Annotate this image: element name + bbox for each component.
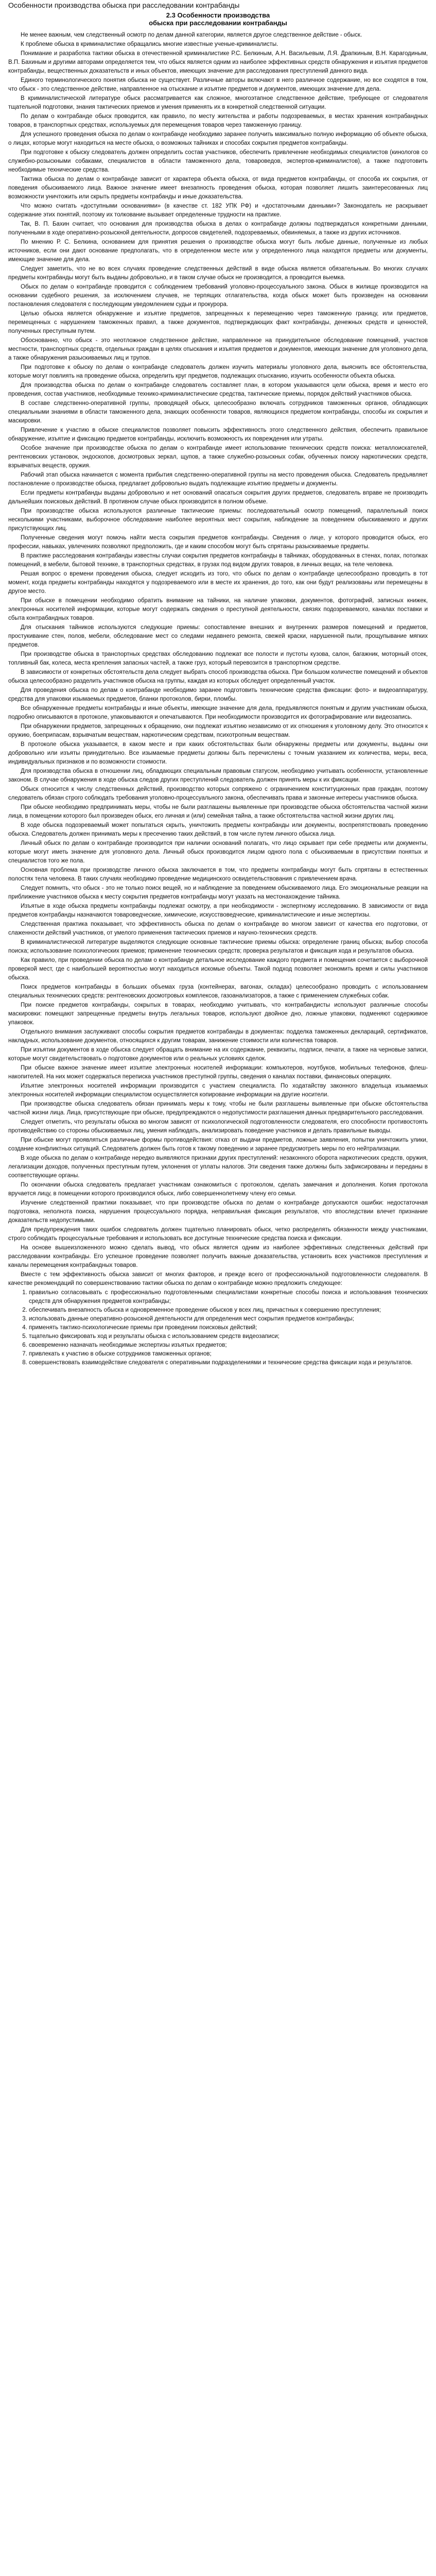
paragraph: Поиск предметов контрабанды в больших объемах груза (контейнерах, вагонах, складах) целесообразно проводить с использованием специальных технических средств: рентгеновских досмотровых комплексов, газоанализаторов, а также с применением служебных собак. [8, 984, 428, 999]
paragraph: При производстве обыска используются различные тактические приемы: последовательный осмотр помещений, параллельный поиск несколькими участниками, выборочное обследование наиболее вероятных мест сокрытия, наблюдение за поведением обыскиваемого и других присутствующих лиц. [8, 508, 428, 532]
paragraph: Все обнаруженные предметы контрабанды и иные объекты, имеющие значение для дела, предъявляются понятым и другим участникам обыска, подробно описываются в протоколе, упаковываются и опечатываются. При необходимости производится их фотографирование или видеозапись. [8, 705, 428, 720]
paragraph: При подготовке к обыску следователь должен определить состав участников, обеспечить привлечение необходимых специалистов (кинологов со служебно-розыскными собаками, специалистов в области таможенного дела, товароведов, экспертов-криминалистов), а также подготовить необходимые технические средства. [8, 149, 428, 173]
document-page [0, 1, 436, 1382]
paragraph: Для успешного проведения обыска по делам о контрабанде необходимо заранее получить максимально полную информацию об объекте обыска, о лицах, которые могут находиться на месте обыска, о возможных тайниках и способах сокрытия предметов контрабанды. [8, 131, 428, 146]
paragraph: При обнаружении предметов, запрещенных к обращению, они подлежат изъятию независимо от их отношения к уголовному делу. Это относится к оружию, боеприпасам, взрывчатым веществам, наркотическим средствам, психотропным веществам. [8, 723, 428, 738]
paragraph: Привлечение к участию в обыске специалистов позволяет повысить эффективность этого следственного действия, обеспечить правильное обнаружение, изъятие и фиксацию предметов контрабанды, исключить возможность их повреждения или утраты. [8, 427, 428, 442]
paragraph: Изъятые в ходе обыска предметы контрабанды подлежат осмотру, а при необходимости - экспертному исследованию. В зависимости от вида предметов контрабанды назначаются товароведческие, химические, искусствоведческие, криминалистические и иные экспертизы. [8, 903, 428, 918]
paragraph: Следует отметить, что результаты обыска во многом зависят от психологической подготовленности следователя, его способности противостоять противодействию со стороны обыскиваемых лиц, умения наблюдать, анализировать поведение участников и делать правильные выводы. [8, 1119, 428, 1134]
paragraph: При подготовке к обыску по делам о контрабанде следователь должен изучить материалы уголовного дела, выяснить все обстоятельства, которые могут повлиять на проведение обыска, определить круг предметов, подлежащих отысканию, изучить особенности объекта обыска. [8, 364, 428, 379]
paragraph: Для предупреждения таких ошибок следователь должен тщательно планировать обыск, четко распределять обязанности между участниками, строго соблюдать процессуальные требования и использовать все доступные технические средства поиска и фиксации. [8, 1227, 428, 1242]
paragraph: Для проведения обыска по делам о контрабанде необходимо заранее подготовить технические средства фиксации: фото- и видеоаппаратуру, средства для упаковки изымаемых предметов, бланки протоколов, бирки, пломбы. [8, 687, 428, 702]
paragraph: Решая вопрос о времени проведения обыска, следует исходить из того, что обыск по делам о контрабанде целесообразно проводить в тот момент, когда предметы контрабанды находятся у подозреваемого или в месте их хранения, до того, как они будут реализованы или перемещены в другое место. [8, 571, 428, 595]
paragraph: На основе вышеизложенного можно сделать вывод, что обыск является одним из наиболее эффективных следственных действий при расследовании контрабанды. Его успешное проведение позволяет получить важные доказательства, установить всех участников преступления и каналы перемещения контрабандных товаров. [8, 1245, 428, 1268]
section-heading: 2.3 Особенности производства обыска при расследовании контрабанды [149, 11, 287, 27]
paragraph: При производстве обыска следователь обязан принимать меры к тому, чтобы не были разглашены выявленные при обыске обстоятельства частной жизни лица. Лица, присутствующие при обыске, предупреждаются о недопустимости разглашения данных предварительного расследования. [8, 1101, 428, 1116]
paragraph: Следует заметить, что не во всех случаях проведение следственных действий в виде обыска является обязательным. Во многих случаях предметы контрабанды могут быть выданы добровольно, и в таком случае обыск не производится, а проводится выемка. [8, 266, 428, 281]
list-item: 7. привлекать к участию в обыске сотрудников таможенных органов; [29, 1350, 428, 1359]
paragraph: При производстве обыска в транспортных средствах обследованию подлежат все полости и пустоты кузова, салон, багажник, моторный отсек, топливный бак, колеса, места крепления запасных частей, а также груз, который перевозится в транспортном средстве. [8, 651, 428, 666]
list-item: 1. правильно согласовывать с профессионально подготовленными специалистами конкретные способы поиска и использования технических средств для обнаружения предметов контрабанды; [29, 1289, 428, 1306]
paragraph: Так, В. П. Бахин считает, что основания для производства обыска в делах о контрабанде должны подтверждаться конкретными данными, полученными в ходе оперативно-розыскной деятельности, допросов свидетелей, подозреваемых, обвиняемых, а также из других источников. [8, 221, 428, 236]
paragraph: В протоколе обыска указывается, в каком месте и при каких обстоятельствах были обнаружены предметы или документы, выданы они добровольно или изъяты принудительно. Все изымаемые предметы должны быть перечислены с точным указанием их количества, меры, веса, индивидуальных признаков и по возможности стоимости. [8, 741, 428, 765]
list-item: 4. применять тактико-психологические приемы при проведении поисковых действий; [29, 1324, 428, 1332]
list-item: 8. совершенствовать взаимодействие следователя с оперативными подразделениями и технические средства фиксации хода и результатов. [29, 1359, 428, 1367]
paragraph: Особое значение при производстве обыска по делам о контрабанде имеет использование технических средств поиска: металлоискателей, рентгеновских установок, эндоскопов, досмотровых зеркал, щупов, а также служебно-розыскных собак, обученных поиску наркотических средств, взрывчатых веществ, оружия. [8, 445, 428, 469]
paragraph: Понимание и разработка тактики обыска в отечественной криминалистике Р.С. Белкиным, А.Н. Васильевым, Л.Я. Драпкиным, В.Н. Карагодиным, В.П. Бахиным и другими авторами определяется тем, что обыск является одним из наиболее эффективных средств обнаружения и изъятия предметов контрабанды, вещественных доказательств и иных объектов, имеющих значение для расследования преступлений данного вида. [8, 50, 428, 74]
paragraph: Рабочий этап обыска начинается с момента прибытия следственно-оперативной группы на место проведения обыска. Следователь предъявляет постановление о производстве обыска, предлагает добровольно выдать подлежащие изъятию предметы и документы. [8, 472, 428, 487]
paragraph: В зависимости от конкретных обстоятельств дела следует выбрать способ производства обыска. При большом количестве помещений и объектов обыска целесообразно разделить участников обыска на группы, каждая из которых обследует определенный участок. [8, 669, 428, 684]
paragraph: Следственная практика показывает, что эффективность обыска по делам о контрабанде во многом зависит от качества его подготовки, от слаженности действий участников, от умелого применения тактических приемов и научно-технических средств. [8, 921, 428, 936]
paragraph: Если предметы контрабанды выданы добровольно и нет оснований опасаться сокрытия других предметов, следователь вправе не производить дальнейших поисковых действий. В противном случае обыск производится в полном объеме. [8, 490, 428, 505]
paragraph: Личный обыск по делам о контрабанде производится при наличии оснований полагать, что лицо скрывает при себе предметы или документы, которые могут иметь значение для уголовного дела. Личный обыск производится лицом одного пола с обыскиваемым в присутствии понятых и специалистов того же пола. [8, 840, 428, 864]
paragraph: Обыск относится к числу следственных действий, производство которых сопряжено с ограничением конституционных прав граждан, поэтому следователь обязан строго соблюдать требования уголовно-процессуального закона, обеспечивать права и законные интересы участников обыска. [8, 786, 428, 801]
paragraph: Для производства обыска по делам о контрабанде следователь составляет план, в котором указываются цели обыска, время и место его проведения, состав участников, необходимые технико-криминалистические средства, тактические приемы, порядок действий участников обыска. [8, 382, 428, 397]
list-item: 2. обеспечивать внезапность обыска и одновременное проведение обысков у всех лиц, причастных к совершению преступления; [29, 1306, 428, 1315]
paragraph: Вместе с тем эффективность обыска зависит от многих факторов, и прежде всего от профессиональной подготовленности следователя. В качестве рекомендаций по совершенствованию тактики обыска по делам о контрабанде можно предложить следующее: [8, 1272, 428, 1286]
paragraph: Тактика обыска по делам о контрабанде зависит от характера объекта обыска, от вида предметов контрабанды, от способа их сокрытия, от поведения обыскиваемого лица. Важное значение имеет внезапность проведения обыска, которая позволяет лишить заинтересованных лиц возможности уничтожить или скрыть предметы контрабанды и иные доказательства. [8, 176, 428, 200]
list-item: 3. использовать данные оперативно-розыскной деятельности для определения мест сокрытия предметов контрабанды; [29, 1315, 428, 1324]
paragraph: Что можно считать «доступными основаниями» (в качестве ст. 182 УПК РФ) и «достаточными данными»? Законодатель не раскрывает содержание этих понятий, поэтому их толкование вызывает определенные трудности на практике. [8, 203, 428, 218]
paragraph: К проблеме обыска в криминалистике обращались многие известные ученые-криминалисты. [21, 41, 278, 47]
paragraph: По окончании обыска следователь предлагает участникам ознакомиться с протоколом, сделать замечания и дополнения. Копия протокола вручается лицу, в помещении которого производился обыск, либо совершеннолетнему члену его семьи. [8, 1182, 428, 1197]
paragraph: В составе следственно-оперативной группы, проводящей обыск, целесообразно включать сотрудников таможенных органов, обладающих специальными знаниями в области таможенного дела, знающих особенности товаров, являющихся предметом контрабанды, способы их сокрытия и маскировки. [8, 400, 428, 424]
document-body [8, 31, 428, 1288]
paragraph: В ходе обыска подозреваемый может попытаться скрыть, уничтожить предметы контрабанды или документы, воспрепятствовать проведению обыска. Следователь должен принимать меры к пресечению таких действий, в том числе путем личного обыска лица. [8, 822, 428, 837]
paragraph: Полученные сведения могут помочь найти места сокрытия предметов контрабанды. Сведения о лице, у которого проводится обыск, его профессии, навыках, увлечениях позволяют предположить, где и каким способом могут быть спрятаны разыскиваемые предметы. [8, 535, 428, 550]
paragraph: По мнению Р. С. Белкина, основанием для принятия решения о производстве обыска могут быть любые данные, полученные из любых источников, если они дают основание предполагать, что в определенном месте или у определенного лица находятся предметы или документы, имеющие значение для дела. [8, 239, 428, 263]
paragraph: При обыске могут проявляться различные формы противодействия: отказ от выдачи предметов, ложные заявления, попытки уничтожить улики, создание конфликтных ситуаций. Следователь должен быть готов к такому поведению и заранее предусмотреть меры по его нейтрализации. [8, 1137, 428, 1152]
paragraph: Обоснованно, что обыск - это неотложное следственное действие, направленное на принудительное обследование помещений, участков местности, транспортных средств, отдельных граждан в целях отыскания и изъятия предметов и документов, имеющих значение для уголовного дела, а также обнаружения разыскиваемых лиц и трупов. [8, 337, 428, 361]
paragraph: В практике расследования контрабанды известны случаи сокрытия предметов контрабанды в тайниках, оборудованных в стенах, полах, потолках помещений, в мебели, бытовой технике, в транспортных средствах, в грузах под видом других товаров, в личных вещах, на теле человека. [8, 553, 428, 568]
paragraph: Изучение следственной практики показывает, что при производстве обыска по делам о контрабанде допускаются ошибки: недостаточная подготовка, неполнота поиска, нарушения процессуального порядка, неправильная фиксация результатов, что впоследствии влечет признание доказательств недопустимыми. [8, 1200, 428, 1224]
paragraph: При обыске необходимо предпринимать меры, чтобы не были разглашены выявленные при производстве обыска обстоятельства частной жизни лица, в помещении которого был произведен обыск, его личная и (или) семейная тайна, а также обстоятельства частной жизни других лиц. [8, 804, 428, 819]
paragraph: Отдельного внимания заслуживают способы сокрытия предметов контрабанды в документах: подделка таможенных деклараций, сертификатов, накладных, использование документов, относящихся к другим товарам, занижение стоимости или количества товаров. [8, 1029, 428, 1044]
paragraph: Единого терминологического понятия обыска не существует. Различные авторы включают в него различное содержание, но все сходятся в том, что обыск - это следственное действие, направленное на отыскание и изъятие предметов и документов, имеющих значение для дела. [8, 77, 428, 92]
list-item: 6. своевременно назначать необходимые экспертизы изъятых предметов; [29, 1341, 428, 1350]
paragraph: Основная проблема при производстве личного обыска заключается в том, что предметы контрабанды могут быть спрятаны в естественных полостях тела человека. В таких случаях необходимо проведение медицинского освидетельствования с привлечением врача. [8, 867, 428, 882]
paragraph: При изъятии документов в ходе обыска следует обращать внимание на их содержание, реквизиты, подписи, печати, а также на черновые записи, которые могут свидетельствовать о подготовке документов или о реальных условиях сделок. [8, 1047, 428, 1062]
paragraph: Для производства обыска в отношении лиц, обладающих специальным правовым статусом, необходимо учитывать особенности, установленные законом. В случае обнаружения в ходе обыска следов других преступлений следователь должен принять меры к их фиксации. [8, 768, 428, 783]
paragraph: В ходе обыска по делам о контрабанде нередко выявляются признаки других преступлений: незаконного оборота наркотических средств, оружия, легализации доходов, полученных преступным путем, уклонения от уплаты налогов. Эти сведения также должны быть зафиксированы и переданы в соответствующие органы. [8, 1155, 428, 1179]
paragraph: В криминалистической литературе обыск рассматривается как сложное, многоэтапное следственное действие, требующее от следователя тщательной подготовки, знания тактических приемов и умения применять их в конкретной следственной ситуации. [8, 95, 428, 110]
paragraph: Как правило, при проведении обыска по делам о контрабанде детальное исследование каждого предмета и помещения сочетается с выборочной проверкой мест, где с наибольшей вероятностью могут находиться искомые объекты. Такой подход позволяет экономить время и силы участников обыска. [8, 957, 428, 981]
paragraph: Обыск по делам о контрабанде проводится с соблюдением требований уголовно-процессуального закона. Обыск в жилище производится на основании судебного решения, за исключением случаев, не терпящих отлагательства, когда обыск может быть произведен на основании постановления следователя с последующим уведомлением судьи и прокурора. [8, 284, 428, 308]
paragraph: При поиске предметов контрабанды, сокрытых в товарах, необходимо учитывать, что контрабандисты используют различные способы маскировки: помещают запрещенные предметы внутрь легальных товаров, используют двойное дно, ложные упаковки, подменяют содержимое упаковок. [8, 1002, 428, 1026]
list-item: 5. тщательно фиксировать ход и результаты обыска с использованием средств видеозаписи; [29, 1332, 428, 1341]
paragraph: При обыске важное значение имеет изъятие электронных носителей информации: компьютеров, ноутбуков, мобильных телефонов, флеш-накопителей. На них может содержаться переписка участников преступной группы, сведения о каналах поставки, финансовых операциях. [8, 1065, 428, 1080]
paragraph: По делам о контрабанде обыск проводится, как правило, по месту жительства и работы подозреваемых, в местах хранения контрабандных товаров, в транспортных средствах, используемых для перемещения товаров через таможенную границу. [8, 113, 428, 128]
paragraph: В криминалистической литературе выделяются следующие основные тактические приемы обыска: определение границ обыска; выбор способа поиска; использование психологических приемов; применение технических средств; проверка результатов и фиксация хода и результатов обыска. [8, 939, 428, 954]
recommendations-list [8, 1289, 428, 1367]
paragraph: Для отыскания тайников используются следующие приемы: сопоставление внешних и внутренних размеров помещений и предметов, простукивание стен, полов, мебели, обследование мест со следами недавнего ремонта, свежей краски, нарушенной пыли, прощупывание мягких предметов. [8, 624, 428, 648]
paragraph: При обыске в помещении необходимо обратить внимание на тайники, на наличие упаковки, документов, фотографий, записных книжек, электронных носителей информации, которые могут содержать сведения о преступной деятельности, связях подозреваемого, каналах поставки и сбыта контрабандных товаров. [8, 598, 428, 621]
paragraph: Не менее важным, чем следственный осмотр по делам данной категории, является другое следственное действие - обыск. [21, 32, 362, 38]
page-title: Особенности производства обыска при расследовании контрабанды [8, 1, 240, 9]
paragraph: Изъятие электронных носителей информации производится с участием специалиста. По ходатайству законного владельца изымаемых электронных носителей информации специалистом осуществляется копирование информации на другие носители. [8, 1083, 428, 1098]
paragraph: Следует помнить, что обыск - это не только поиск вещей, но и наблюдение за поведением обыскиваемого лица. Его эмоциональные реакции на приближение участников обыска к месту сокрытия предметов контрабанды могут указать на местонахождение тайника. [8, 885, 428, 900]
paragraph: Целью обыска является обнаружение и изъятие предметов, запрещенных к перемещению через таможенную границу, или предметов, перемещенных с нарушением таможенных правил, а также документов, подтверждающих факт контрабанды, денежных средств и ценностей, полученных преступным путем. [8, 311, 428, 334]
